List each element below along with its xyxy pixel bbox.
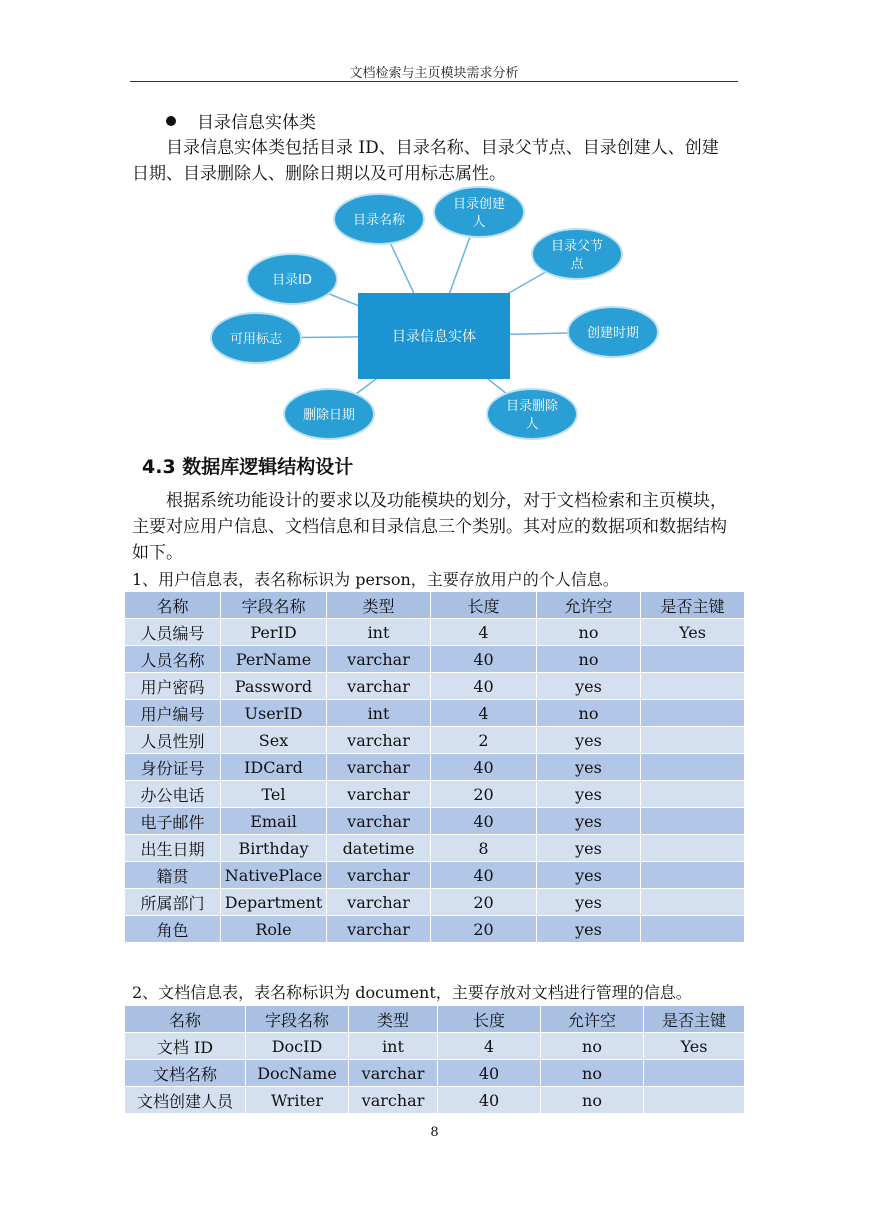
running-header: 文档检索与主页模块需求分析 [349, 66, 519, 81]
table-cell: 20 [431, 889, 537, 916]
table-cell: yes [537, 754, 641, 781]
table-cell: no [541, 1060, 644, 1087]
table-cell: varchar [327, 673, 431, 700]
table-cell [641, 754, 745, 781]
attribute-label-creator: 目录创建 [452, 197, 506, 212]
table-cell: Birthday [221, 835, 327, 862]
table-cell: yes [537, 835, 641, 862]
table-cell [641, 916, 745, 943]
table-cell: yes [537, 781, 641, 808]
table-cell: varchar [327, 646, 431, 673]
table-cell [641, 781, 745, 808]
attribute-label-flag: 可用标志 [229, 332, 283, 347]
table-row [125, 727, 745, 754]
table-row [125, 889, 745, 916]
attribute-label-deleter: 目录删除 [505, 399, 559, 414]
table-cell: 角色 [125, 916, 221, 943]
table-cell: 办公电话 [125, 781, 221, 808]
description-line-1: 目录信息实体类包括目录 ID、目录名称、目录父节点、目录创建人、创建 [166, 138, 719, 158]
table-cell: 所属部门 [125, 889, 221, 916]
table-cell: DocID [246, 1033, 349, 1060]
table-cell: Yes [644, 1033, 745, 1060]
attribute-label-dirid: 目录ID [272, 273, 312, 288]
table-cell: no [541, 1087, 644, 1114]
table1-caption: 1、用户信息表，表名称标识为 person，主要存放用户的个人信息。 [132, 570, 619, 589]
section-paragraph-line-3: 如下。 [132, 543, 183, 563]
table-cell [641, 862, 745, 889]
table-cell: 40 [431, 862, 537, 889]
table-cell: yes [537, 889, 641, 916]
table-cell: no [537, 619, 641, 646]
table-cell [641, 889, 745, 916]
table-cell: 40 [438, 1087, 541, 1114]
column-header: 允许空 [537, 592, 641, 619]
table-cell: no [537, 700, 641, 727]
table-cell: 40 [438, 1060, 541, 1087]
table-cell: 文档创建人员 [125, 1087, 246, 1114]
table-cell: int [327, 619, 431, 646]
table-cell: varchar [349, 1060, 438, 1087]
attribute-label-parent: 目录父节 [550, 239, 604, 254]
entity-label: 目录信息实体 [392, 329, 476, 345]
person-table [124, 591, 745, 943]
section-paragraph-line-2: 主要对应用户信息、文档信息和目录信息三个类别。其对应的数据项和数据结构 [132, 517, 727, 537]
table-cell [641, 835, 745, 862]
table-cell [641, 673, 745, 700]
table-cell: yes [537, 727, 641, 754]
table-row [125, 781, 745, 808]
table-cell: 2 [431, 727, 537, 754]
table-cell: 20 [431, 781, 537, 808]
table-row [125, 862, 745, 889]
table-cell: 40 [431, 754, 537, 781]
column-header: 字段名称 [246, 1006, 349, 1033]
table-cell: yes [537, 808, 641, 835]
table-row [125, 1087, 745, 1114]
attribute-label-create-time: 创建时期 [586, 326, 640, 341]
table-row [125, 1060, 745, 1087]
attribute-label-deleter: 人 [525, 417, 539, 432]
table-cell [641, 700, 745, 727]
table-cell: varchar [327, 808, 431, 835]
table-row [125, 700, 745, 727]
column-header: 长度 [431, 592, 537, 619]
table-cell: 人员编号 [125, 619, 221, 646]
table-cell: 40 [431, 673, 537, 700]
table-cell [641, 727, 745, 754]
table-cell: Role [221, 916, 327, 943]
attribute-label-creator: 人 [472, 215, 486, 230]
table2-caption: 2、文档信息表，表名称标识为 document，主要存放对文档进行管理的信息。 [132, 983, 692, 1002]
table-cell: UserID [221, 700, 327, 727]
table-cell: 4 [438, 1033, 541, 1060]
table-row [125, 754, 745, 781]
table-cell: 籍贯 [125, 862, 221, 889]
table-cell: 8 [431, 835, 537, 862]
table-cell: IDCard [221, 754, 327, 781]
table-cell: 4 [431, 700, 537, 727]
table-cell: int [327, 700, 431, 727]
table-row [125, 916, 745, 943]
column-header: 类型 [349, 1006, 438, 1033]
table-cell [641, 808, 745, 835]
column-header: 类型 [327, 592, 431, 619]
attribute-label-parent: 点 [570, 257, 584, 272]
table-cell: 文档 ID [125, 1033, 246, 1060]
table-cell: Email [221, 808, 327, 835]
column-header: 是否主键 [644, 1006, 745, 1033]
table-cell: DocName [246, 1060, 349, 1087]
page-number: 8 [430, 1125, 439, 1140]
table-cell: 40 [431, 808, 537, 835]
table-cell [644, 1087, 745, 1114]
table-cell: 文档名称 [125, 1060, 246, 1087]
table-cell: 用户密码 [125, 673, 221, 700]
table-cell: NativePlace [221, 862, 327, 889]
table-cell: Password [221, 673, 327, 700]
table-cell: 4 [431, 619, 537, 646]
table-cell: 20 [431, 916, 537, 943]
table-cell: 用户编号 [125, 700, 221, 727]
table-row [125, 619, 745, 646]
table-cell: Sex [221, 727, 327, 754]
table-cell: varchar [327, 889, 431, 916]
table-cell: yes [537, 916, 641, 943]
table-cell: no [537, 646, 641, 673]
table-cell: varchar [349, 1087, 438, 1114]
table-cell: no [541, 1033, 644, 1060]
table-cell: 出生日期 [125, 835, 221, 862]
table-row [125, 673, 745, 700]
column-header: 长度 [438, 1006, 541, 1033]
bullet-title: 目录信息实体类 [197, 113, 316, 133]
table-cell: varchar [327, 727, 431, 754]
table-cell: varchar [327, 754, 431, 781]
column-header: 是否主键 [641, 592, 745, 619]
table-cell: Writer [246, 1087, 349, 1114]
column-header: 允许空 [541, 1006, 644, 1033]
entity-diagram [0, 0, 869, 445]
table-cell: 人员名称 [125, 646, 221, 673]
table-cell: varchar [327, 916, 431, 943]
description-line-2: 日期、目录删除人、删除日期以及可用标志属性。 [132, 164, 506, 184]
table-cell: PerName [221, 646, 327, 673]
table-cell: datetime [327, 835, 431, 862]
column-header: 名称 [125, 1006, 246, 1033]
table-cell: 身份证号 [125, 754, 221, 781]
document-table [124, 1005, 745, 1114]
table-cell: yes [537, 673, 641, 700]
table-cell: varchar [327, 862, 431, 889]
table-cell: Tel [221, 781, 327, 808]
table-row [125, 835, 745, 862]
table-cell: PerID [221, 619, 327, 646]
table-row [125, 808, 745, 835]
column-header: 字段名称 [221, 592, 327, 619]
section-paragraph-line-1: 根据系统功能设计的要求以及功能模块的划分，对于文档检索和主页模块， [166, 491, 727, 511]
table-row [125, 646, 745, 673]
attribute-label-delete-date: 删除日期 [302, 408, 356, 423]
diagram-nodes [211, 187, 658, 439]
table-cell: 人员性别 [125, 727, 221, 754]
table-cell: 40 [431, 646, 537, 673]
attribute-label-name: 目录名称 [352, 213, 406, 228]
table-cell: Yes [641, 619, 745, 646]
table-cell: Department [221, 889, 327, 916]
column-header: 名称 [125, 592, 221, 619]
table-row [125, 1033, 745, 1060]
table-cell [644, 1060, 745, 1087]
table-cell: yes [537, 862, 641, 889]
table-cell [641, 646, 745, 673]
table-cell: int [349, 1033, 438, 1060]
section-title: 4.3 数据库逻辑结构设计 [142, 456, 354, 478]
section-paragraph [132, 488, 740, 566]
table-cell: 电子邮件 [125, 808, 221, 835]
table-cell: varchar [327, 781, 431, 808]
